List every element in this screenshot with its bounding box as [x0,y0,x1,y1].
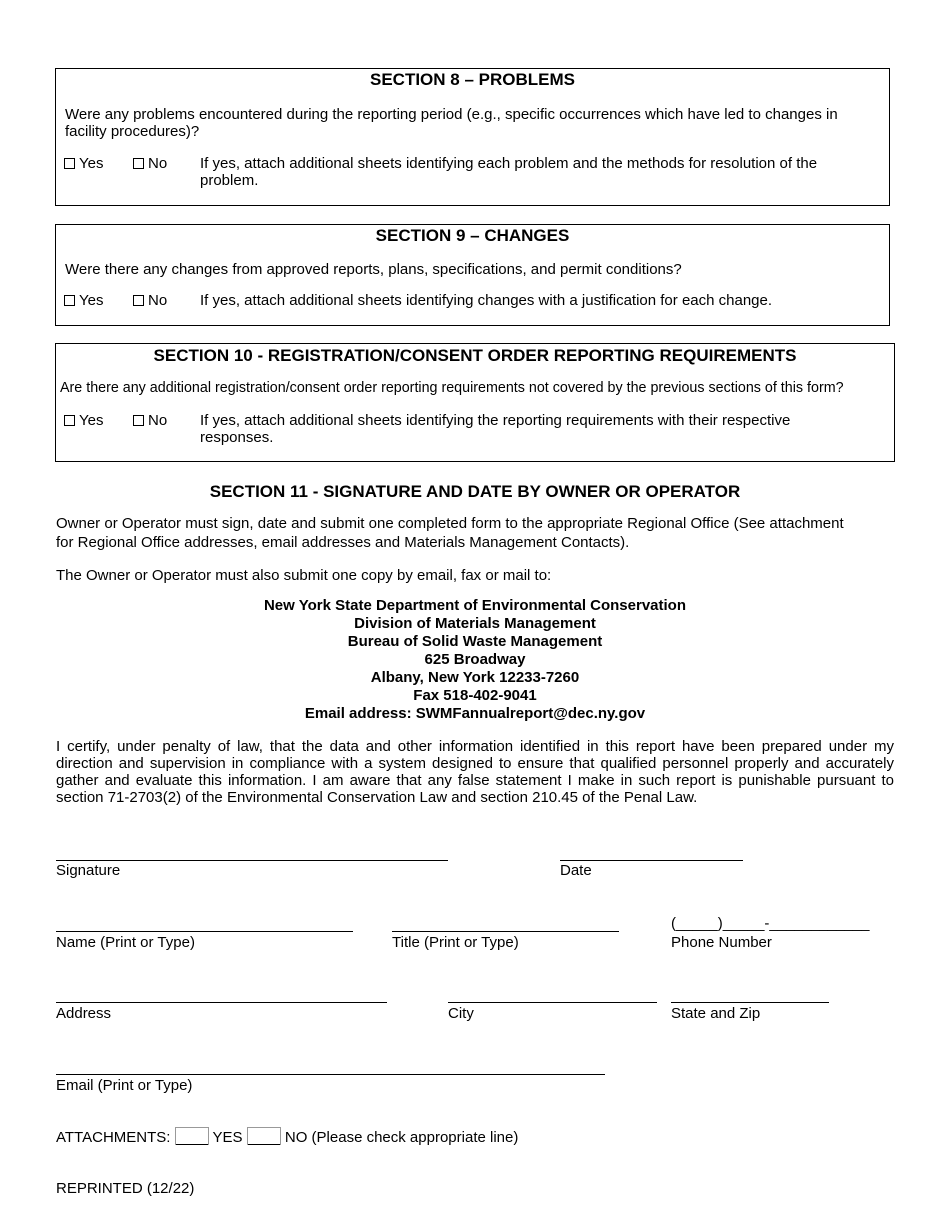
section-9-no-label: No [148,292,168,309]
section-10-box [55,343,895,462]
section-8-yes-label: Yes [79,155,104,172]
section-11-title: SECTION 11 - SIGNATURE AND DATE BY OWNER OR OPERATOR [209,482,741,501]
section-8-no-label: No [148,155,168,172]
section-10-title: SECTION 10 - REGISTRATION/CONSENT ORDER REPORTING REQUIREMENTS [153,346,797,365]
section-9-yes-checkbox[interactable] [64,295,75,306]
name-label: Name (Print or Type) [56,934,195,951]
attachments-no-box[interactable] [247,1127,281,1145]
date-line[interactable] [560,860,743,861]
email-label: Email (Print or Type) [56,1077,193,1094]
certification-statement: I certify, under penalty of law, that the data and other information identified in this report have been prepared under my direction and supervision in compliance with a system designed to ensure that qualified personnel properly and accurately gather and evaluate this information. I am aware that any false statement I make in such report is punishable pursuant to section 71-2703(2) of the Environmental Conservation Law and section 210.45 of the Penal Law. [56,738,894,806]
section-9-question: Were there any changes from approved reports, plans, specifications, and permit conditions? [65,261,682,278]
section-9-title: SECTION 9 – CHANGES [375,226,570,245]
section-9-instruction: If yes, attach additional sheets identifying changes with a justification for each change. [200,292,773,309]
section-8-question: Were any problems encountered during the reporting period (e.g., specific occurrences which have led to changes in facility procedures)? [65,106,838,140]
section-10-no-label: No [148,412,168,429]
section-10-yes-option[interactable] [64,412,103,429]
state-zip-line[interactable] [671,1002,829,1003]
attachments-row [56,1129,518,1147]
section-8-no-checkbox[interactable] [133,158,144,169]
city-line[interactable] [448,1002,657,1003]
section-10-yes-label: Yes [79,412,104,429]
signature-label: Signature [56,862,121,879]
state-zip-label: State and Zip [671,1005,761,1022]
address-line[interactable] [56,1002,387,1003]
address-label: Address [56,1005,112,1022]
reprint-date: REPRINTED (12/22) [56,1180,195,1197]
address-line-street: 625 Broadway [424,651,526,668]
section-9-yes-label: Yes [79,292,104,309]
section-10-instruction: If yes, attach additional sheets identifying the reporting requirements with their respective responses. [200,412,791,446]
phone-field[interactable]: (_____)_____-____________ [671,915,870,932]
attachments-no-label: NO (Please check appropriate line) [284,1129,519,1146]
address-line-email: Email address: SWMFannualreport@dec.ny.gov [304,705,646,722]
attachments-yes-box[interactable] [175,1127,209,1145]
title-label: Title (Print or Type) [392,934,519,951]
section-10-no-checkbox[interactable] [133,415,144,426]
section-8-yes-checkbox[interactable] [64,158,75,169]
address-line-agency: New York State Department of Environmental Conservation [263,597,687,614]
section-9-box [55,224,890,326]
attachments-yes-label: YES [212,1129,243,1146]
section-8-instruction: If yes, attach additional sheets identifying each problem and the methods for resolution of the problem. [200,155,818,189]
dec-mailing-address [0,597,950,723]
title-line[interactable] [392,931,619,932]
section-8-no-option[interactable] [133,155,167,172]
address-line-city: Albany, New York 12233-7260 [370,669,580,686]
address-line-bureau: Bureau of Solid Waste Management [347,633,603,650]
section-10-yes-checkbox[interactable] [64,415,75,426]
section-9-yes-option[interactable] [64,292,103,309]
attachments-label: ATTACHMENTS: [56,1129,171,1146]
section-8-box [55,68,890,206]
section-11-copy-instructions: The Owner or Operator must also submit one copy by email, fax or mail to: [56,567,552,584]
address-line-division: Division of Materials Management [354,615,596,632]
section-9-no-checkbox[interactable] [133,295,144,306]
section-8-title: SECTION 8 – PROBLEMS [370,70,575,89]
email-line[interactable] [56,1074,605,1075]
name-line[interactable] [56,931,353,932]
section-10-question: Are there any additional registration/consent order reporting requirements not covered by the previous sections of this form? [60,380,844,396]
phone-label: Phone Number [671,934,772,951]
section-9-no-option[interactable] [133,292,167,309]
signature-line[interactable] [56,860,448,861]
address-line-fax: Fax 518-402-9041 [413,687,537,704]
section-10-no-option[interactable] [133,412,167,429]
section-8-yes-option[interactable] [64,155,103,172]
city-label: City [448,1005,474,1022]
section-11-instructions: Owner or Operator must sign, date and submit one completed form to the appropriate Regional Office (See attachment for Regional Office addresses, email addresses and Materials Management Contacts). [56,515,844,551]
date-label: Date [560,862,592,879]
